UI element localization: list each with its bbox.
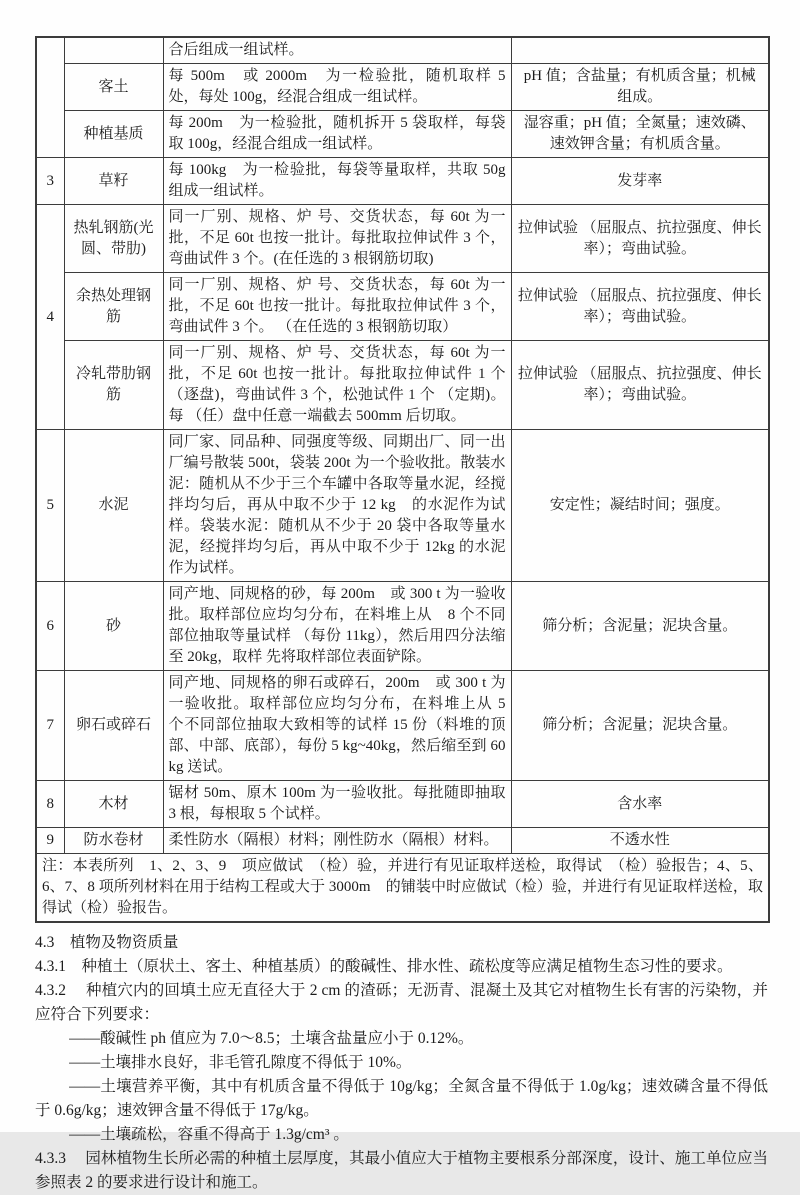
table-row [36,781,769,828]
cell-item-no: 3 [36,158,64,205]
table-row [36,828,769,854]
cell-test-items: 拉伸试验 （屈服点、抗拉强度、伸长率）；弯曲试验。 [511,205,769,273]
materials-inspection-table [35,36,770,923]
cell-material-name: 防水卷材 [64,828,163,854]
cell-sampling: 每 200m 为一检验批，随机拆开 5 袋取样，每袋取 100g，经混合组成一组试样。 [163,111,511,158]
cell-sampling: 同一厂别、规格、炉 号、交货状态，每 60t 为一批，不足 60t 也按一批计。每批取拉伸试件 1 个 （逐盘)，弯曲试件 3 个，松弛试件 1 个 （定期)。每 （任）盘中任意一端截去 500mm 后切取。 [163,341,511,430]
cell-test-items: 拉伸试验 （屈服点、抗拉强度、伸长率）；弯曲试验。 [511,273,769,341]
cell-item-no [36,37,64,158]
cell-material-name: 客土 [64,64,163,111]
cell-sampling: 同产地、同规格的卵石或碎石，200m 或 300 t 为一验收批。取样部位应均匀分布，在料堆上从 5 个不同部位抽取大致相等的试样 15 份（料堆的顶部、中部、底部），每份 5 kg~40kg，然后缩至到 60kg 送试。 [163,671,511,781]
cell-sampling: 同一厂别、规格、炉 号、交货状态，每 60t 为一批，不足 60t 也按一批计。每批取拉伸试件 3 个，弯曲试件 3 个。 （在任选的 3 根钢筋切取） [163,273,511,341]
cell-test-items: 湿容重；pH 值；全氮量；速效磷、速效钾含量；有机质含量。 [511,111,769,158]
cell-item-no: 9 [36,828,64,854]
list-item: ——酸碱性 ph 值应为 7.0～8.5；土壤含盐量应小于 0.12%。 [69,1030,474,1047]
cell-material-name: 种植基质 [64,111,163,158]
cell-sampling: 每 100kg 为一检验批，每袋等量取样，共取 50g 组成一组试样。 [163,158,511,205]
cell-test-items [511,37,769,64]
list-item: ——土壤排水良好，非毛管孔隙度不得低于 10%。 [69,1054,412,1071]
cell-material-name: 冷轧带肋钢筋 [64,341,163,430]
cell-test-items: 筛分析；含泥量；泥块含量。 [511,582,769,671]
cell-test-items: 安定性；凝结时间；强度。 [511,430,769,582]
cell-item-no: 4 [36,205,64,430]
table-row [36,111,769,158]
table-note-row [36,854,769,923]
cell-test-items: 发芽率 [511,158,769,205]
section-heading: 4.3 植物及物资质量 [35,934,179,951]
cell-material-name: 砂 [64,582,163,671]
cell-material-name: 草籽 [64,158,163,205]
cell-material-name: 水泥 [64,430,163,582]
table-row [36,430,769,582]
cell-material-name: 卵石或碎石 [64,671,163,781]
cell-test-items: 拉伸试验 （屈服点、抗拉强度、伸长率）；弯曲试验。 [511,341,769,430]
cell-sampling: 锯材 50m、原木 100m 为一验收批。每批随即抽取 3 根，每根取 5 个试样。 [163,781,511,828]
table-row [36,273,769,341]
table-row [36,582,769,671]
cell-test-items: 含水率 [511,781,769,828]
cell-sampling: 合后组成一组试样。 [163,37,511,64]
table-row [36,158,769,205]
table-row [36,341,769,430]
cell-sampling: 同厂家、同品种、同强度等级、同期出厂、同一出厂编号散装 500t，袋装 200t 为一个验收批。散装水泥：随机从不少于三个车罐中各取等量水泥，经搅拌均匀后，再从中取不少于 12 kg 的水泥作为试样。袋装水泥：随机从不少于 20 袋中各取等量水泥，经搅拌均匀后，再从中取不少于 12kg 的水泥作为试样。 [163,430,511,582]
cell-test-items: 不透水性 [511,828,769,854]
cell-item-no: 8 [36,781,64,828]
cell-item-no: 7 [36,671,64,781]
list-item: ——土壤营养平衡，其中有机质含量不得低于 10g/kg；全氮含量不得低于 1.0g/kg；速效磷含量不得低于 0.6g/kg；速效钾含量不得低于 17g/kg。 [35,1078,768,1119]
table-row [36,64,769,111]
cell-sampling: 柔性防水（隔根）材料；刚性防水（隔根）材料。 [163,828,511,854]
cell-material-name: 余热处理钢筋 [64,273,163,341]
cell-sampling: 同产地、同规格的砂，每 200m 或 300 t 为一验收批。取样部位应均匀分布，在料堆上从 8 个不同部位抽取等量试样 （每份 11kg），然后用四分法缩至 20kg，取样 先将取样部位表面铲除。 [163,582,511,671]
cell-item-no: 6 [36,582,64,671]
table-row [36,37,769,64]
cell-material-name: 木材 [64,781,163,828]
cell-sampling: 每 500m 或 2000m 为一检验批，随机取样 5 处，每处 100g，经混合组成一组试样。 [163,64,511,111]
table-note: 注：本表所列 1、2、3、9 项应做试 （检）验，并进行有见证取样送检，取得试 （检）验报告；4、5、6、7、8 项所列材料在用于结构工程或大于 3000m 的铺装中时应做试（检）验，并进行有见证取样送检，取得试（检）验报告。 [36,854,769,923]
table-row [36,671,769,781]
cell-material-name [64,37,163,64]
paragraph: 4.3.3 园林植物生长所必需的种植土层厚度，其最小值应大于植物主要根系分部深度，设计、施工单位应当参照表 2 的要求进行设计和施工。 [35,1150,768,1191]
cell-test-items: pH 值；含盐量；有机质含量；机械组成。 [511,64,769,111]
paragraph: 4.3.2 种植穴内的回填土应无直径大于 2 cm 的渣砾；无沥青、混凝土及其它对植物生长有害的污染物，并应符合下列要求： [35,982,768,1023]
cell-test-items: 筛分析；含泥量；泥块含量。 [511,671,769,781]
cell-sampling: 同一厂别、规格、炉 号、交货状态，每 60t 为一批，不足 60t 也按一批计。每批取拉伸试件 3 个，弯曲试件 3 个。(在任选的 3 根钢筋切取) [163,205,511,273]
cell-material-name: 热轧钢筋(光圆、带肋) [64,205,163,273]
cell-item-no: 5 [36,430,64,582]
table-row [36,205,769,273]
list-item: ——土壤疏松，容重不得高于 1.3g/cm³ 。 [69,1126,349,1143]
paragraph: 4.3.1 种植土（原状土、客土、种植基质）的酸碱性、排水性、疏松度等应满足植物生态习性的要求。 [35,958,733,975]
body-text [35,931,768,1195]
